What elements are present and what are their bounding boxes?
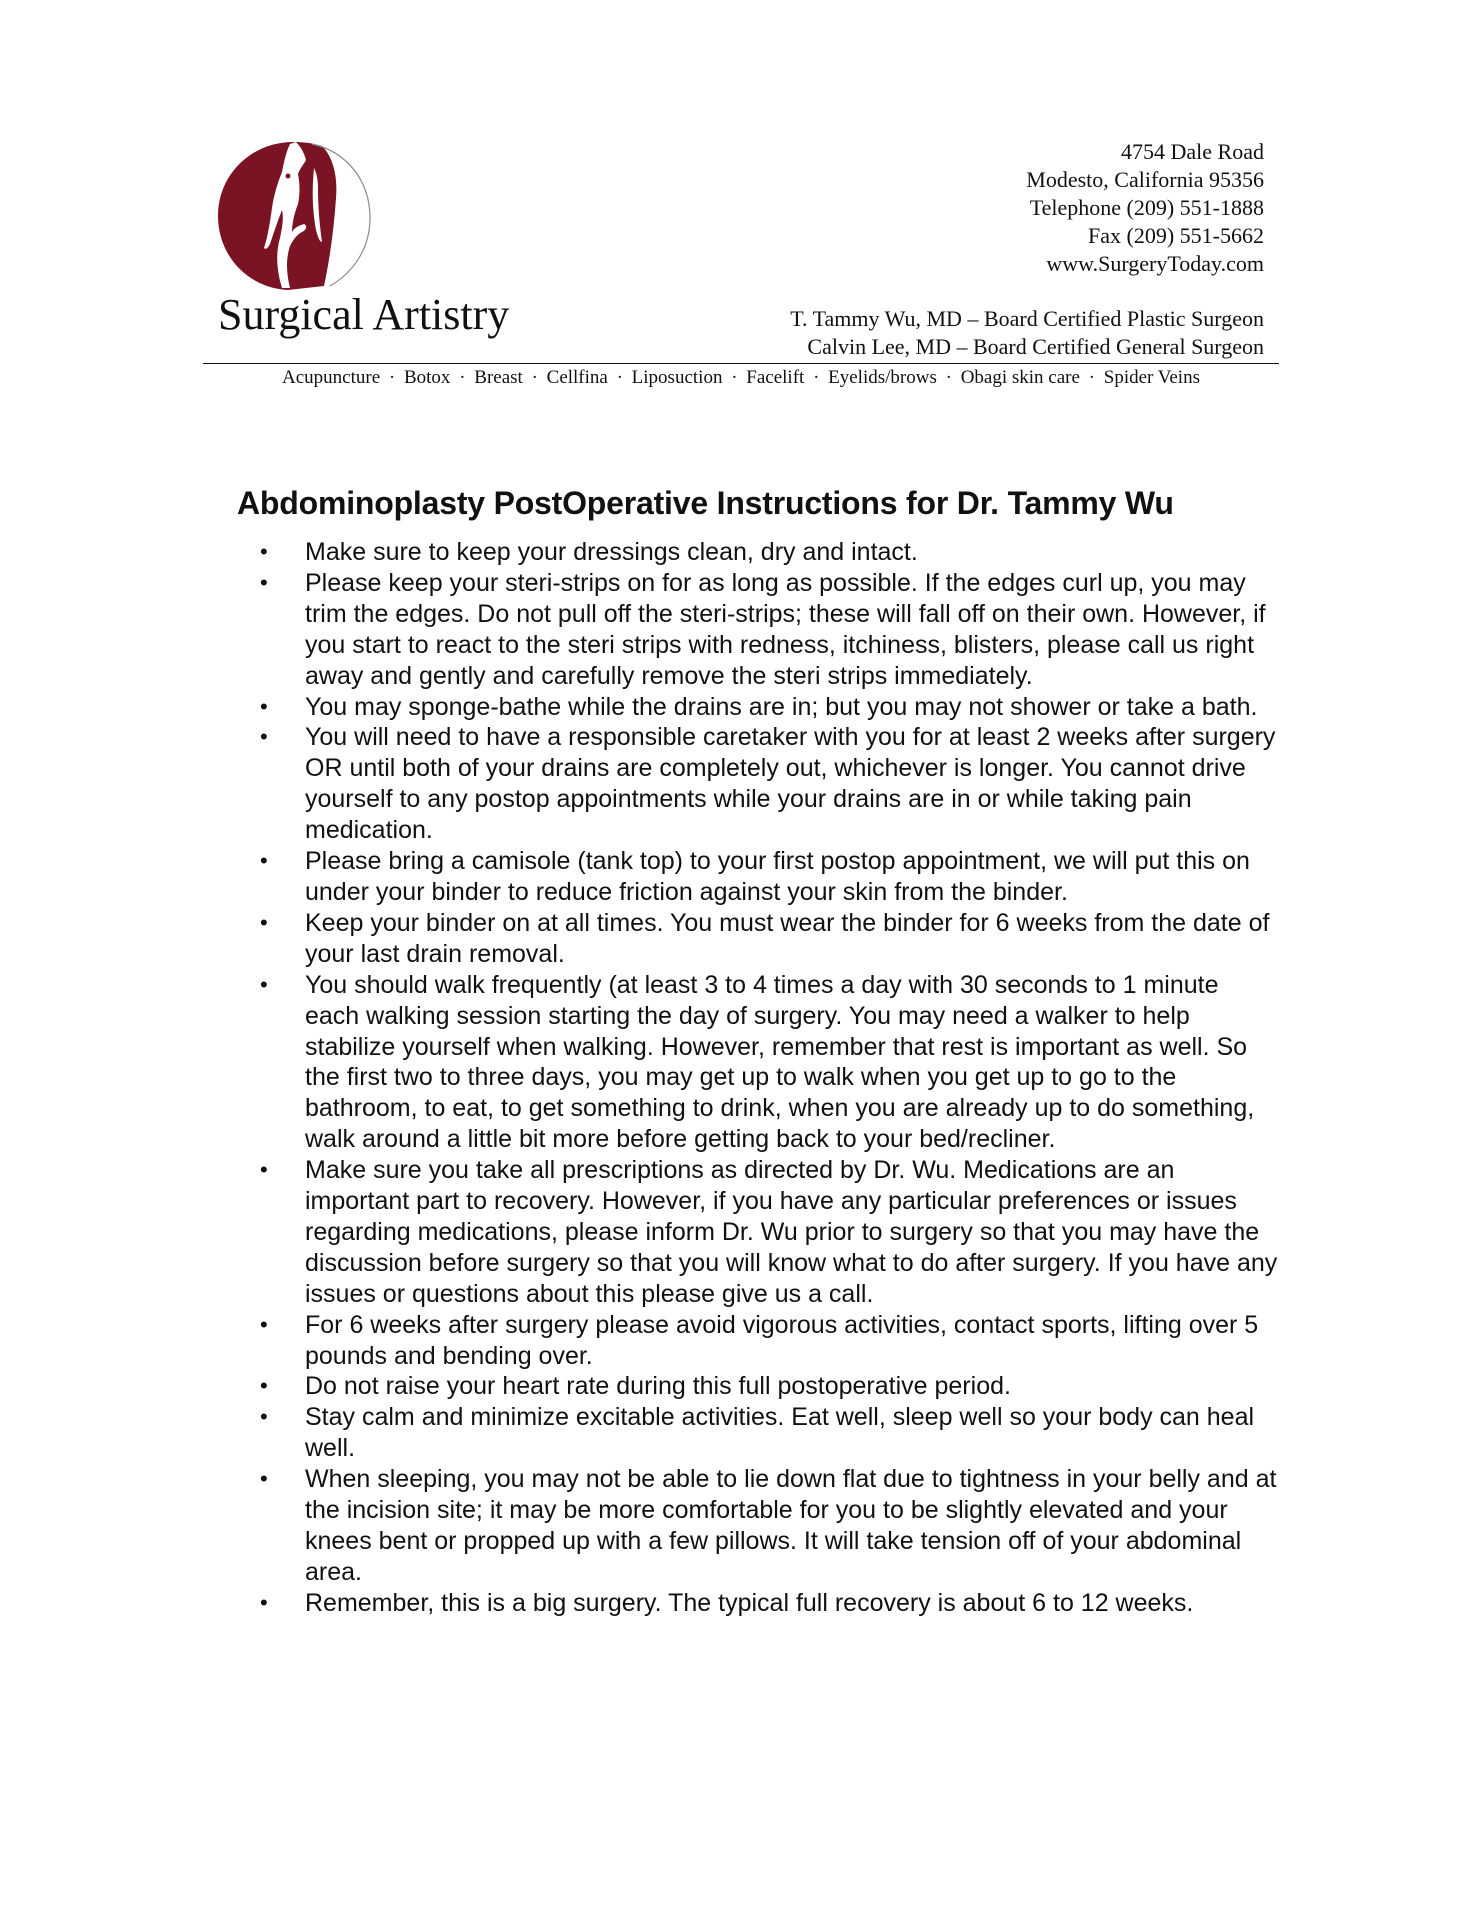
separator: · [616,367,623,388]
instruction-text: You should walk frequently (at least 3 to 4 times a day with 30 seconds to 1 minute each walking session starting the day of surgery. You may need a walker to help stabilize yourself when walking. However, remember that rest is important as well. So the first two to three days, you may get up to walk when you get up to go to the bathroom, to eat, to get something to drink, when you are already up to do something, walk around a little bit more before getting back to your bed/recliner. [305,970,1255,1154]
service-obagi: Obagi skin care [960,367,1080,388]
figure-silhouette-logo-icon [212,138,374,294]
bullet-icon: • [260,1373,268,1399]
instruction-text: You may sponge-bathe while the drains are in; but you may not shower or take a bath. [305,692,1258,721]
list-item [258,908,1278,970]
instruction-text: Stay calm and minimize excitable activities. Eat well, sleep well so your body can heal well. [305,1403,1255,1463]
website-link[interactable]: www.SurgeryToday.com [1046,251,1264,276]
instruction-text: Remember, this is a big surgery. The typical full recovery is about 6 to 12 weeks. [305,1588,1194,1617]
separator: · [531,367,538,388]
address-city: Modesto, California 95356 [1026,167,1264,192]
list-item [258,846,1278,908]
surgeon-lee: Calvin Lee, MD – Board Certified General Surgeon [807,334,1264,359]
letterhead [0,0,1484,400]
address-block [1026,138,1264,278]
surgeons-block [790,305,1264,361]
instruction-text: Keep your binder on at all times. You must wear the binder for 6 weeks from the date of your last drain removal. [305,908,1270,968]
bullet-icon: • [260,693,268,719]
instruction-text: For 6 weeks after surgery please avoid vigorous activities, contact sports, lifting over 5 pounds and bending over. [305,1310,1259,1370]
instruction-text: Make sure to keep your dressings clean, dry and intact. [305,538,918,566]
separator: · [1088,367,1095,388]
instruction-text: You will need to have a responsible caretaker with you for at least 2 weeks after surgery OR until both of your drains are completely out, whichever is longer. You cannot drive yourself to any postop appointments while your drains are in or while taking pain medication. [305,723,1276,845]
address-street: 4754 Dale Road [1121,139,1264,164]
bullet-icon: • [260,1404,268,1430]
instruction-text: Please bring a camisole (tank top) to your first postop appointment, we will put this on under your binder to reduce friction against your skin from the binder. [305,847,1250,906]
list-item [258,1464,1278,1588]
service-liposuction: Liposuction [631,367,723,388]
list-item [258,692,1278,723]
instruction-text: Make sure you take all prescriptions as directed by Dr. Wu. Medications are an important part to recovery. However, if you have any particular preferences or issues regarding medications, please inform Dr. Wu prior to surgery so that you may have the discussion before surgery so that you will know what to do after surgery. If you have any issues or questions about this please give us a call. [305,1156,1278,1308]
list-item [258,568,1278,692]
document-title: Abdominoplasty PostOperative Instructions for Dr. Tammy Wu [237,485,1174,522]
instruction-text: When sleeping, you may not be able to lie down flat due to tightness in your belly and at the incision site; it may be more comfortable for you to be slightly elevated and your knees bent or propped up with a few pillows. It will take tension off of your abdominal area. [305,1465,1277,1586]
list-item [258,537,1278,568]
bullet-icon: • [260,971,268,997]
service-spider-veins: Spider Veins [1103,367,1200,388]
instruction-text: Please keep your steri-strips on for as long as possible. If the edges curl up, you may trim the edges. Do not pull off the steri-strips; these will fall off on their own. However, if you start to react to the steri strips with redness, itchiness, blisters, please call us right away and gently and carefully remove the steri strips immediately. [305,568,1266,690]
bullet-icon: • [260,1466,268,1492]
separator: · [731,367,738,388]
list-item [258,1310,1278,1372]
fax: Fax (209) 551-5662 [1088,223,1264,248]
bullet-icon: • [260,848,268,874]
bullet-icon: • [260,1311,268,1337]
list-item [258,722,1278,846]
service-cellfina: Cellfina [546,367,608,388]
service-facelift: Facelift [746,367,805,388]
list-item [258,1371,1278,1402]
separator: · [813,367,820,388]
list-item [258,1155,1278,1310]
instruction-list [258,537,1278,1619]
bullet-icon: • [260,724,268,750]
surgeon-wu: T. Tammy Wu, MD – Board Certified Plastic Surgeon [790,306,1264,331]
service-eyelids-brows: Eyelids/brows [828,367,937,388]
bullet-icon: • [260,909,268,935]
service-breast: Breast [474,367,523,388]
list-item [258,970,1278,1155]
bullet-icon: • [260,539,268,564]
instruction-text: Do not raise your heart rate during this full postoperative period. [305,1372,1011,1401]
bullet-icon: • [260,569,268,595]
header-divider [203,363,1279,364]
services-list [203,365,1279,391]
separator: · [945,367,952,388]
brand-name: Surgical Artistry [218,290,510,339]
telephone: Telephone (209) 551-1888 [1029,195,1264,220]
bullet-icon: • [260,1157,268,1183]
bullet-icon: • [260,1589,268,1615]
list-item [258,1402,1278,1464]
separator: · [459,367,466,388]
service-botox: Botox [403,367,451,388]
list-item [258,1588,1278,1619]
service-acupuncture: Acupuncture [282,367,381,388]
separator: · [388,367,396,388]
